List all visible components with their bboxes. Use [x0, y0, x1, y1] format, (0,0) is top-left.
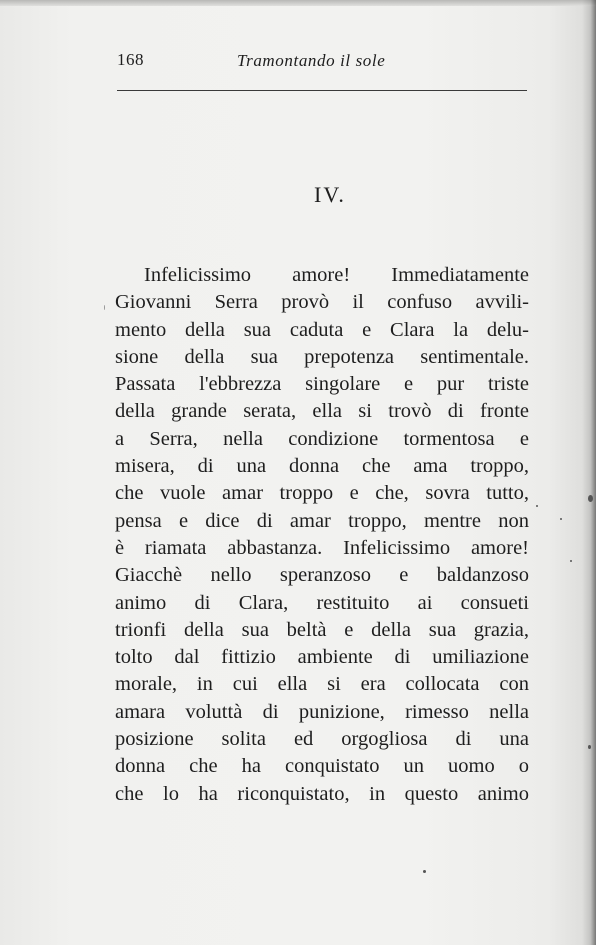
text-line: trionfi della sua beltà e della sua grazia, — [115, 618, 529, 641]
text-line: Infelicissimo amore! Immediatamente — [144, 264, 529, 286]
text-line: animo di Clara, restituito ai consueti — [115, 591, 529, 614]
text-line: posizione solita ed orgogliosa di una — [115, 728, 529, 751]
text-line: pensa e dice di amar troppo, mentre non — [115, 509, 529, 532]
text-line: amara voluttà di punizione, rimesso nella — [115, 700, 529, 723]
text-line: morale, in cui ella si era collocata con — [115, 673, 529, 696]
chapter-heading: IV. — [314, 182, 346, 207]
text-line: Passata l'ebbrezza singolare e pur triste — [115, 373, 529, 396]
page-number: 168 — [117, 50, 144, 69]
text-line: Giacchè nello speranzoso e baldanzoso — [115, 564, 529, 587]
page-top-edge — [0, 0, 596, 6]
text-line: a Serra, nella condizione tormentosa e — [115, 427, 529, 450]
text-line: donna che ha conquistato un uomo o — [115, 755, 529, 778]
text-line: che lo ha riconquistato, in questo animo — [115, 782, 529, 805]
page-binding-shadow — [582, 0, 596, 945]
text-line: è riamata abbastanza. Infelicissimo amore! — [115, 536, 529, 559]
text-line: sione della sua prepotenza sentimentale. — [115, 345, 529, 368]
page-header — [117, 50, 527, 74]
text-line: Giovanni Serra provò il confuso avvili- — [115, 291, 529, 314]
text-line: che vuole amar troppo e che, sovra tutto, — [115, 482, 529, 505]
text-line: tolto dal fittizio ambiente di umiliazione — [115, 646, 529, 669]
text-line: misera, di una donna che ama troppo, — [115, 455, 529, 478]
text-line: mento della sua caduta e Clara la delu- — [115, 318, 529, 341]
body-text — [115, 262, 529, 808]
header-rule — [117, 90, 527, 91]
running-title: Tramontando il sole — [237, 51, 386, 70]
text-line: della grande serata, ella si trovò di fronte — [115, 400, 529, 423]
